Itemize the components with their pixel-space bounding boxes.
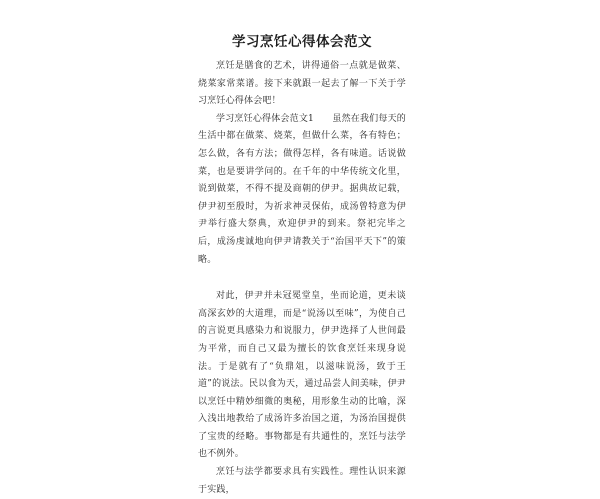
- document-title: 学习烹饪心得体会范文: [232, 34, 372, 50]
- document-page: [198, 30, 406, 499]
- body-paragraph-1: 学习烹饪心得体会范文1 虽然在我们每天的生活中都在做菜、烧菜，但做什么菜，各有特色；怎么做，各有方法；做得怎样，各有味道。话说做菜，也是要讲学问的。在千年的中华传统文化里，说到做菜，不得不提及商朝的伊尹。据典故记载，伊尹初至殷时，为祈求神灵保佑，成汤曾特意为伊尹举行盛大祭典，欢迎伊尹的到来。祭祀完毕之后，成汤虔诚地向伊尹请教关于“治国平天下”的策略。: [198, 113, 406, 265]
- intro-paragraph: 烹饪是膳食的艺术，讲得通俗一点就是做菜、烧菜家常菜谱。接下来就跟一起去了解一下关于学习烹饪心得体会吧！: [198, 61, 406, 107]
- paragraph-gap: [198, 269, 406, 288]
- body-paragraph-2: 对此，伊尹并未冠冕堂皇，坐而论道，更未谈高深玄妙的大道理，而是“说汤以至味”，为使自己的言说更具感染力和说服力，伊尹选择了人世间最为平常，而自己又最为擅长的饮食烹饪来现身说法。于是就有了“负鼎俎，以滋味说汤，致于王道”的说法。民以食为天，通过品尝人间美味，伊尹以烹饪中精妙细微的奥秘，用形象生动的比喻，深入浅出地教给了成汤许多治国之道，为汤治国提供了宝贵的经略。事物都是有共通性的，烹饪与法学也不例外。: [198, 291, 406, 460]
- body-paragraph-3: 烹饪与法学都要求具有实践性。理性认识来源于实践，: [198, 467, 406, 495]
